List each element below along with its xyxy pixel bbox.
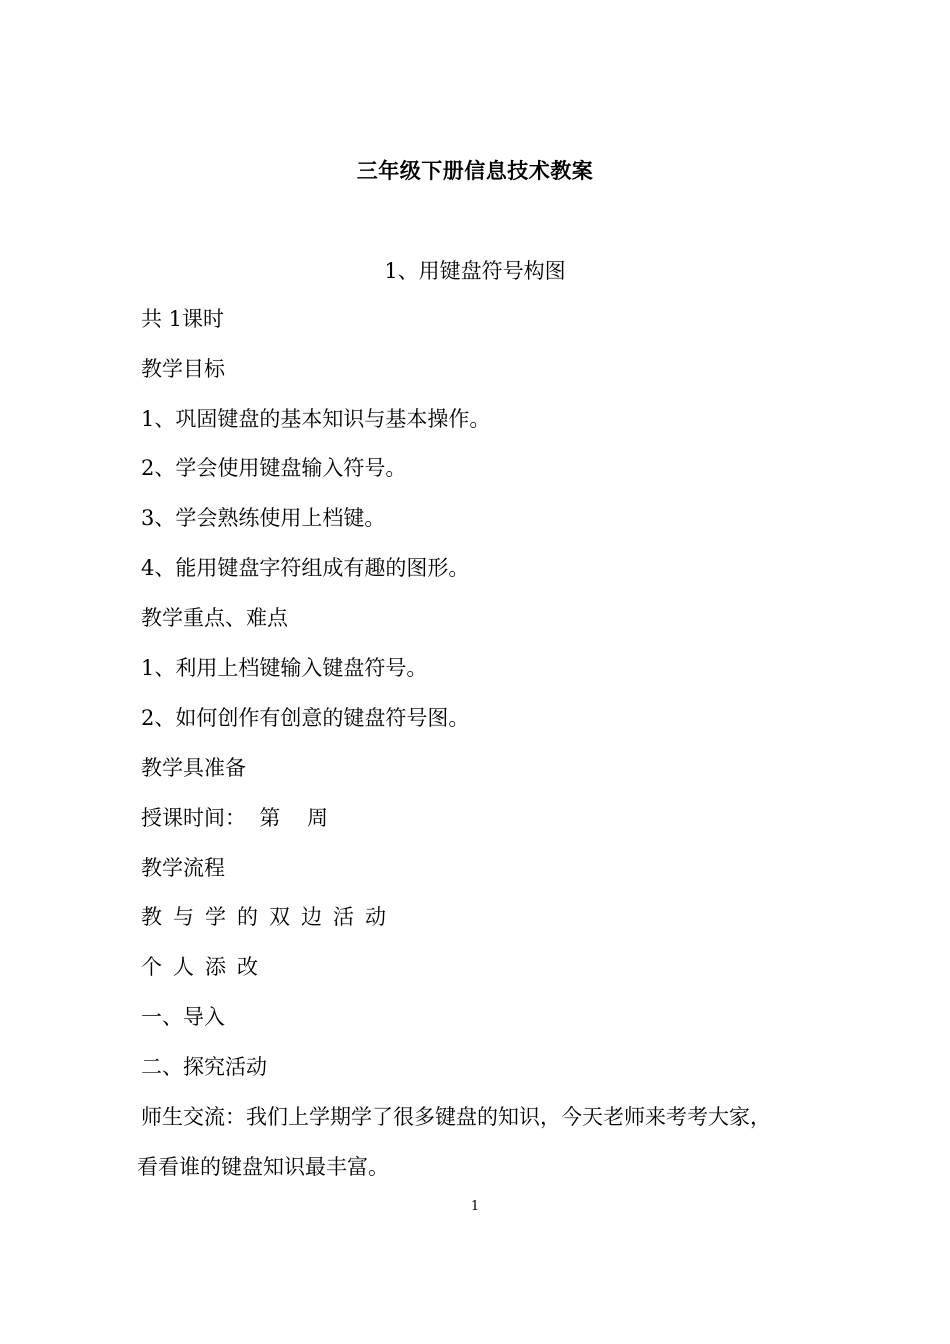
paragraph-line: 看看谁的键盘知识最丰富。: [137, 1155, 389, 1179]
materials-heading: 教学具准备: [141, 756, 246, 780]
lesson-title: 1、用键盘符号构图: [384, 259, 566, 283]
process-heading: 教学流程: [141, 856, 225, 880]
paragraph-line: 师生交流：我们上学期学了很多键盘的知识，今天老师来考考大家，: [141, 1105, 771, 1129]
objective-item: 4、能用键盘字符组成有趣的图形。: [141, 556, 470, 580]
section-intro: 一、导入: [141, 1005, 225, 1029]
two-way-activity-label: 教与学的双边活动: [141, 905, 397, 929]
key-point-item: 1、利用上档键输入键盘符号。: [141, 656, 428, 680]
personal-edits-label: 个人添改: [141, 955, 269, 979]
key-points-heading: 教学重点、难点: [141, 606, 288, 630]
schedule-line: 授课时间： 第 周: [141, 806, 329, 830]
key-point-item: 2、如何创作有创意的键盘符号图。: [141, 706, 470, 730]
document-title: 三年级下册信息技术教案: [356, 159, 594, 183]
objective-item: 3、学会熟练使用上档键。: [141, 506, 386, 530]
objectives-heading: 教学目标: [141, 357, 225, 381]
objective-item: 2、学会使用键盘输入符号。: [141, 456, 407, 480]
objective-item: 1、巩固键盘的基本知识与基本操作。: [141, 407, 491, 431]
page-number: 1: [470, 1199, 480, 1214]
section-explore: 二、探究活动: [141, 1055, 267, 1079]
class-hours: 共 1课时: [141, 307, 225, 331]
